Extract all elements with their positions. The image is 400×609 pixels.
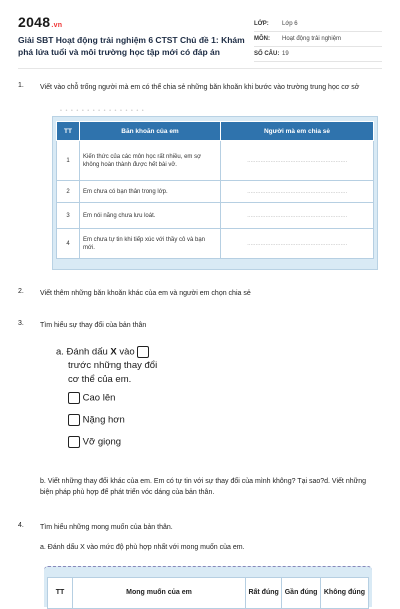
worksheet-table-2: [44, 566, 372, 607]
checkbox-icon[interactable]: [68, 414, 80, 426]
col-header-tt: TT: [57, 122, 80, 141]
col-header-not-true: Không đúng: [320, 578, 368, 609]
answer-blank[interactable]: ……………………………………………………: [221, 229, 374, 259]
question-1-text: Viết vào chỗ trống người mà em có thể chia sẻ những băn khoăn khi bước vào trường trung học cơ sở: [40, 84, 360, 91]
instruction-line: trước những thay đổi: [68, 360, 158, 371]
worksheet-table-1: [52, 116, 378, 270]
checkbox-icon[interactable]: [68, 436, 80, 448]
instruction-text: vào: [116, 346, 135, 358]
col-header-person: Người mà em chia sẻ: [221, 122, 374, 141]
question-number: 2.: [18, 288, 24, 295]
meta-value: 19: [282, 51, 289, 57]
option-label: Cao lên: [82, 392, 116, 404]
col-header-tt: TT: [48, 578, 73, 609]
checkbox-icon: [137, 346, 149, 358]
option-nang-hon[interactable]: [68, 414, 125, 427]
col-header-concern: Băn khoăn của em: [80, 122, 221, 141]
row-number: 3: [57, 203, 80, 229]
answer-blank[interactable]: ……………………………………………………: [221, 141, 374, 181]
table-row: [57, 229, 374, 259]
question-2-text: Viết thêm những băn khoăn khác của em và người em chọn chia sẻ: [40, 290, 251, 297]
table-row: [57, 181, 374, 203]
option-vo-giong[interactable]: [68, 436, 121, 449]
site-logo[interactable]: [18, 14, 62, 30]
row-number: 1: [57, 141, 80, 181]
page-title: Giải SBT Hoạt động trải nghiệm 6 CTST Chủ đề 1: Khám phá lứa tuổi và môi trường học tập mới có đáp án: [18, 35, 245, 57]
meta-panel: [254, 17, 382, 62]
question-4a-text: a. Đánh dấu X vào mức độ phù hợp nhất với mong muốn của em.: [40, 544, 245, 551]
option-cao-len[interactable]: [68, 392, 115, 405]
table-row: [57, 141, 374, 181]
checkbox-icon[interactable]: [68, 392, 80, 404]
question-number: 4.: [18, 522, 24, 529]
logo-suffix: .vn: [51, 22, 63, 29]
instruction-line: cơ thể của em.: [68, 374, 132, 385]
instruction-text: a. Đánh dấu: [56, 346, 111, 358]
header-divider: [18, 68, 382, 69]
question-number: 3.: [18, 320, 24, 327]
col-header-wish: Mong muốn của em: [73, 578, 246, 609]
meta-row-grade: [254, 17, 382, 32]
meta-value: Lớp 6: [282, 21, 298, 27]
question-3-text: Tìm hiểu sự thay đổi của bản thân: [40, 322, 147, 329]
answer-blank[interactable]: ……………………………………………………: [221, 203, 374, 229]
body-changes-image: [56, 342, 206, 462]
faint-text: • • • • • • • • • • • • • • • •: [60, 108, 145, 114]
answer-blank[interactable]: ……………………………………………………: [221, 181, 374, 203]
question-number: 1.: [18, 82, 24, 89]
option-label: Nặng hơn: [82, 414, 125, 426]
question-3b-text: b. Viết những thay đổi khác của em. Em có tự tin với sự thay đổi của mình không? Tại sao?d. Viết những biện pháp phù hợp để phát triển vóc dáng của bản thân.: [40, 478, 367, 496]
row-concern: Em chưa tự tin khi tiếp xúc với thầy cô và bạn mới.: [80, 229, 221, 259]
col-header-nearly-true: Gần đúng: [282, 578, 321, 609]
row-number: 2: [57, 181, 80, 203]
meta-value: Hoạt động trải nghiệm: [282, 36, 342, 42]
meta-row-count: [254, 47, 382, 62]
row-concern: Em chưa có bạn thân trong lớp.: [80, 181, 221, 203]
logo-text: 2048: [18, 14, 51, 30]
meta-key: MÔN:: [254, 36, 270, 42]
col-header-very-true: Rất đúng: [246, 578, 282, 609]
row-concern: Em nói năng chưa lưu loát.: [80, 203, 221, 229]
option-label: Vỡ giọng: [82, 436, 122, 448]
row-concern: Kiến thức của các môn học rất nhiều, em sợ không hoàn thành được hết bài vở.: [80, 141, 221, 181]
table-row: [57, 203, 374, 229]
row-number: 4: [57, 229, 80, 259]
question-4-text: Tìm hiểu những mong muốn của bản thân.: [40, 524, 173, 531]
instruction-line: [56, 346, 149, 359]
meta-key: LỚP:: [254, 21, 269, 27]
meta-key: SỐ CÂU:: [254, 51, 280, 57]
instruction-x: X: [110, 346, 117, 358]
meta-row-subject: [254, 32, 382, 47]
